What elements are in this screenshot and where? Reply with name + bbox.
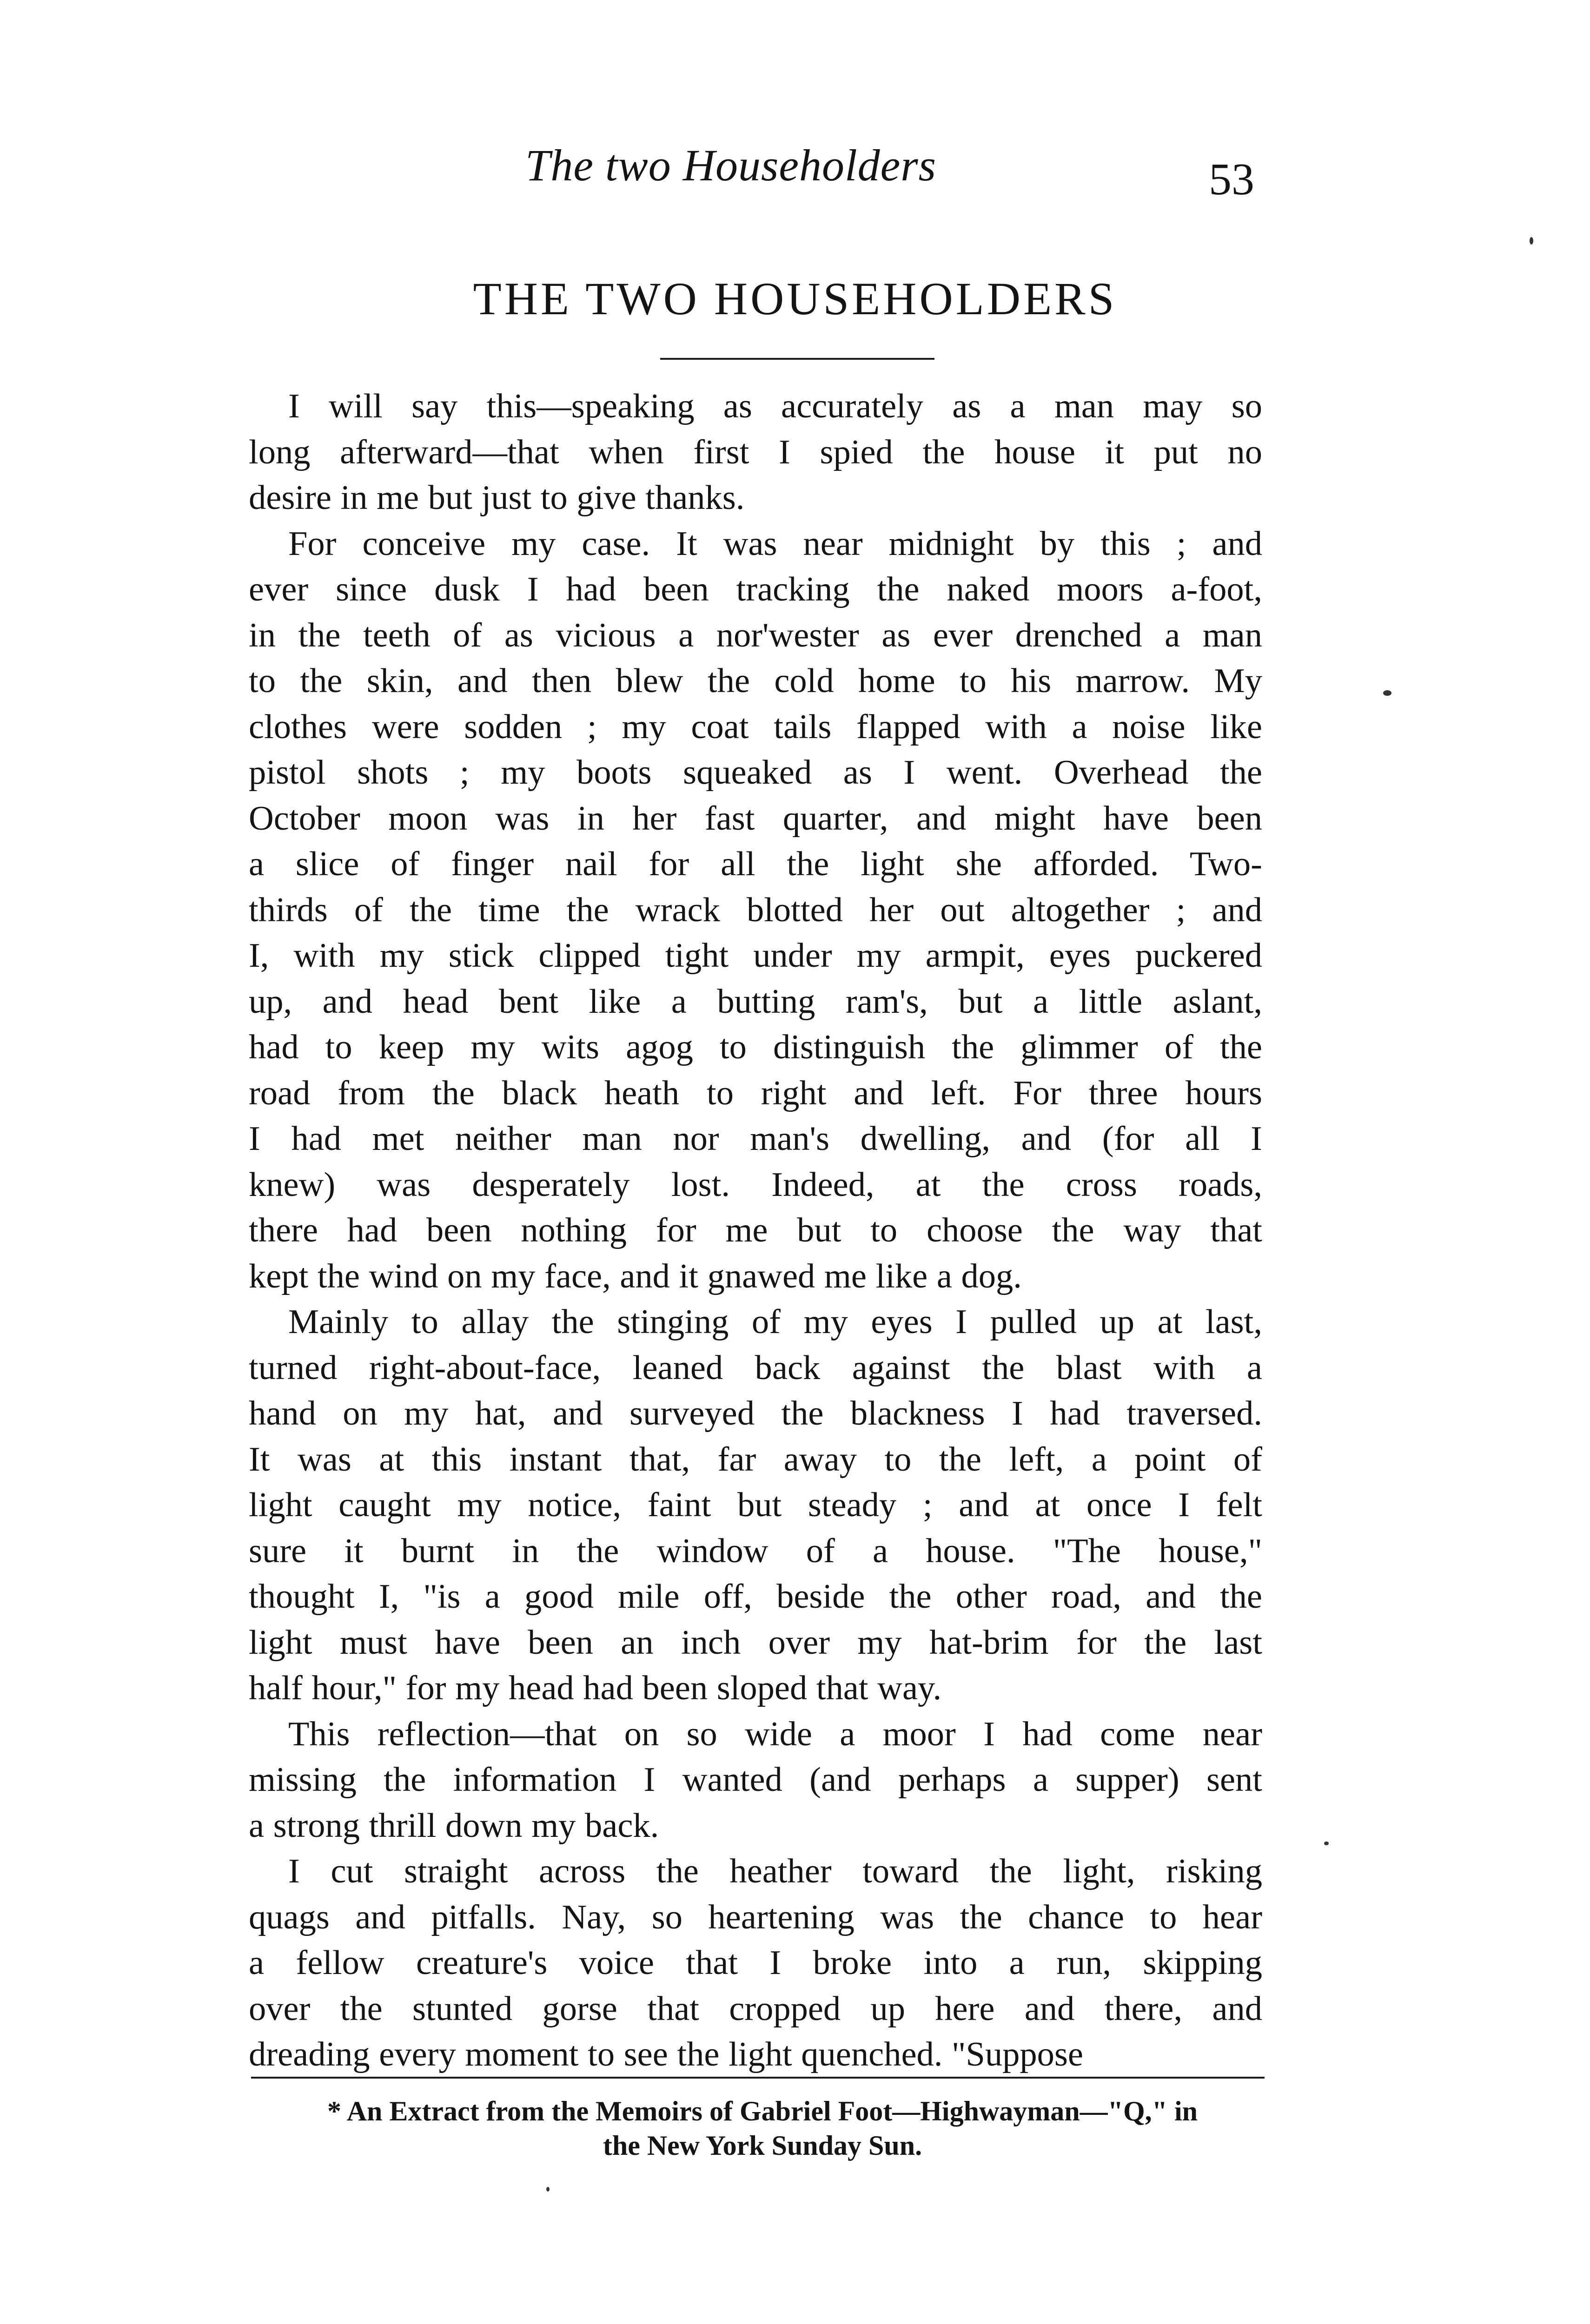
text-line: I had met neither man nor man's dwelling, and (for all I <box>249 1120 1262 1158</box>
text-line: in the teeth of as vicious a nor'wester as ever drenched a man <box>249 616 1262 654</box>
text-line: For conceive my case. It was near midnight by this ; and <box>288 524 1262 563</box>
paragraph <box>249 1299 1262 1711</box>
scan-speck <box>546 2187 550 2192</box>
text-line: hand on my hat, and surveyed the blackness I had traversed. <box>249 1394 1262 1433</box>
text-line: had to keep my wits agog to distinguish the glimmer of the <box>249 1028 1262 1066</box>
paragraph <box>249 1849 1262 2078</box>
footnote-line: * An Extract from the Memoirs of Gabriel Foot—Highwayman—"Q," in <box>327 2096 1198 2126</box>
running-title: The two Householders <box>525 140 936 190</box>
text-line: a strong thrill down my back. <box>249 1806 659 1845</box>
body-text <box>249 337 1262 2078</box>
paragraph <box>249 521 1262 1300</box>
running-head <box>0 139 1590 214</box>
text-line: This reflection—that on so wide a moor I had come near <box>288 1715 1262 1753</box>
text-line: Mainly to allay the stinging of my eyes I pulled up at last, <box>288 1303 1262 1341</box>
paragraph <box>249 383 1262 521</box>
footnote-line: the New York Sunday Sun. <box>603 2130 922 2161</box>
text-line: dreading every moment to see the light quenched. "Suppose <box>249 2035 1083 2073</box>
paragraph <box>249 1711 1262 1849</box>
text-line: light must have been an inch over my hat-brim for the last <box>249 1623 1262 1662</box>
text-line: turned right-about-face, leaned back against the blast with a <box>249 1348 1262 1387</box>
text-line: there had been nothing for me but to choose the way that <box>249 1211 1262 1249</box>
page-number: 53 <box>1209 154 1254 205</box>
text-line: light caught my notice, faint but steady ; and at once I felt <box>249 1486 1262 1524</box>
text-line: October moon was in her fast quarter, and might have been <box>249 799 1262 838</box>
scan-speck <box>1383 690 1391 696</box>
text-line: quags and pitfalls. Nay, so heartening was the chance to hear <box>249 1898 1262 1936</box>
footnote-rule <box>251 2077 1265 2079</box>
text-line: missing the information I wanted (and perhaps a supper) sent <box>249 1761 1262 1799</box>
text-line: pistol shots ; my boots squeaked as I went. Overhead the <box>249 753 1262 792</box>
text-line: desire in me but just to give thanks. <box>249 479 745 517</box>
text-line: thirds of the time the wrack blotted her out altogether ; and <box>249 891 1262 929</box>
text-line: knew) was desperately lost. Indeed, at the cross roads, <box>249 1165 1262 1204</box>
text-line: kept the wind on my face, and it gnawed me like a dog. <box>249 1257 1022 1295</box>
text-line: up, and head bent like a butting ram's, but a little aslant, <box>249 982 1262 1021</box>
text-line: road from the black heath to right and left. For three hours <box>249 1074 1262 1112</box>
text-line: It was at this instant that, far away to the left, a point of <box>249 1440 1262 1479</box>
scan-speck <box>1530 237 1533 244</box>
text-line: ever since dusk I had been tracking the naked moors a-foot, <box>249 570 1262 608</box>
text-line: clothes were sodden ; my coat tails flapped with a noise like <box>249 707 1262 746</box>
text-line: a slice of finger nail for all the light she afforded. Two- <box>249 845 1262 883</box>
text-line: long afterward—that when first I spied the house it put no <box>249 433 1262 471</box>
text-line: I will say this—speaking as accurately as a man may so <box>288 387 1262 425</box>
text-line: over the stunted gorse that cropped up here and there, and <box>249 1989 1262 2028</box>
chapter-title: THE TWO HOUSEHOLDERS <box>473 273 1117 324</box>
text-line: half hour," for my head had been sloped that way. <box>249 1669 942 1707</box>
scan-speck <box>1324 1842 1329 1845</box>
footnote <box>260 2094 1265 2163</box>
text-line: I, with my stick clipped tight under my armpit, eyes puckered <box>249 937 1262 975</box>
text-line: thought I, "is a good mile off, beside the other road, and the <box>249 1578 1262 1616</box>
text-line: sure it burnt in the window of a house. "The house," <box>249 1532 1262 1570</box>
text-line: to the skin, and then blew the cold home to his marrow. My <box>249 662 1262 700</box>
text-line: I cut straight across the heather toward the light, risking <box>288 1852 1262 1890</box>
text-line: a fellow creature's voice that I broke into a run, skipping <box>249 1944 1262 1982</box>
